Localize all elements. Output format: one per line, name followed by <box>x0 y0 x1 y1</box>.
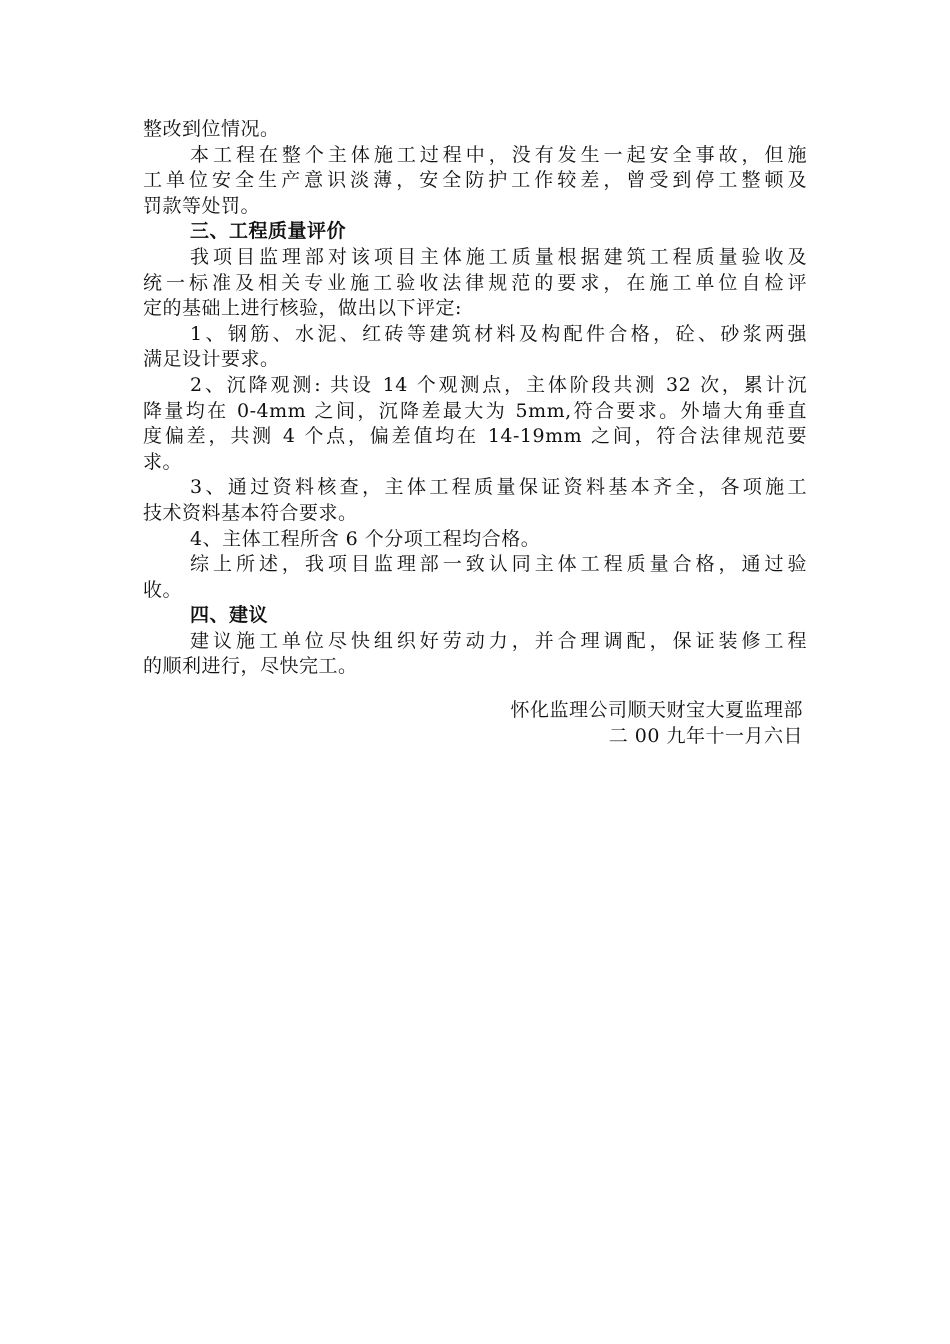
list-item-line: 2、沉降观测: 共设 14 个观测点，主体阶段共测 32 次，累计沉 <box>190 373 807 396</box>
list-item-line: 度偏差，共测 4 个点，偏差值均在 14-19mm 之间，符合法律规范要 <box>143 425 807 448</box>
list-item-line: 技术资料基本符合要求。 <box>143 501 358 524</box>
section-heading-suggestion: 四、建议 <box>190 604 269 627</box>
signature-organization: 怀化监理公司顺天财宝大夏监理部 <box>510 699 803 721</box>
paragraph-line: 收。 <box>143 578 183 601</box>
signature-date: 二 00 九年十一月六日 <box>608 725 803 747</box>
list-item-line: 1、钢筋、水泥、红砖等建筑材料及构配件合格，砼、砂浆两强 <box>190 322 807 345</box>
paragraph-line: 建议施工单位尽快组织好劳动力，并合理调配，保证装修工程 <box>190 629 807 652</box>
paragraph-line: 统一标准及相关专业施工验收法律规范的要求，在施工单位自检评 <box>143 271 807 294</box>
paragraph-line: 综上所述，我项目监理部一致认同主体工程质量合格，通过验 <box>190 553 807 576</box>
list-item-line: 3、通过资料核查，主体工程质量保证资料基本齐全，各项施工 <box>190 476 807 499</box>
paragraph-line: 定的基础上进行核验，做出以下评定: <box>143 297 462 320</box>
paragraph-line: 整改到位情况。 <box>143 118 280 140</box>
list-item-line: 降量均在 0-4mm 之间，沉降差最大为 5mm,符合要求。外墙大角垂直 <box>143 399 807 422</box>
list-item-line: 满足设计要求。 <box>143 348 280 371</box>
paragraph-line: 的顺利进行，尽快完工。 <box>143 655 358 678</box>
document-body <box>143 117 807 680</box>
paragraph-line: 工单位安全生产意识淡薄，安全防护工作较差，曾受到停工整顿及 <box>143 169 807 192</box>
list-item-line: 求。 <box>143 450 183 473</box>
paragraph-line: 我项目监理部对该项目主体施工质量根据建筑工程质量验收及 <box>190 245 807 268</box>
section-heading-quality: 三、工程质量评价 <box>190 220 347 243</box>
list-item-line: 4、主体工程所含 6 个分项工程均合格。 <box>190 527 541 550</box>
paragraph-line: 罚款等处罚。 <box>143 194 261 217</box>
paragraph-line: 本工程在整个主体施工过程中，没有发生一起安全事故，但施 <box>190 143 807 166</box>
